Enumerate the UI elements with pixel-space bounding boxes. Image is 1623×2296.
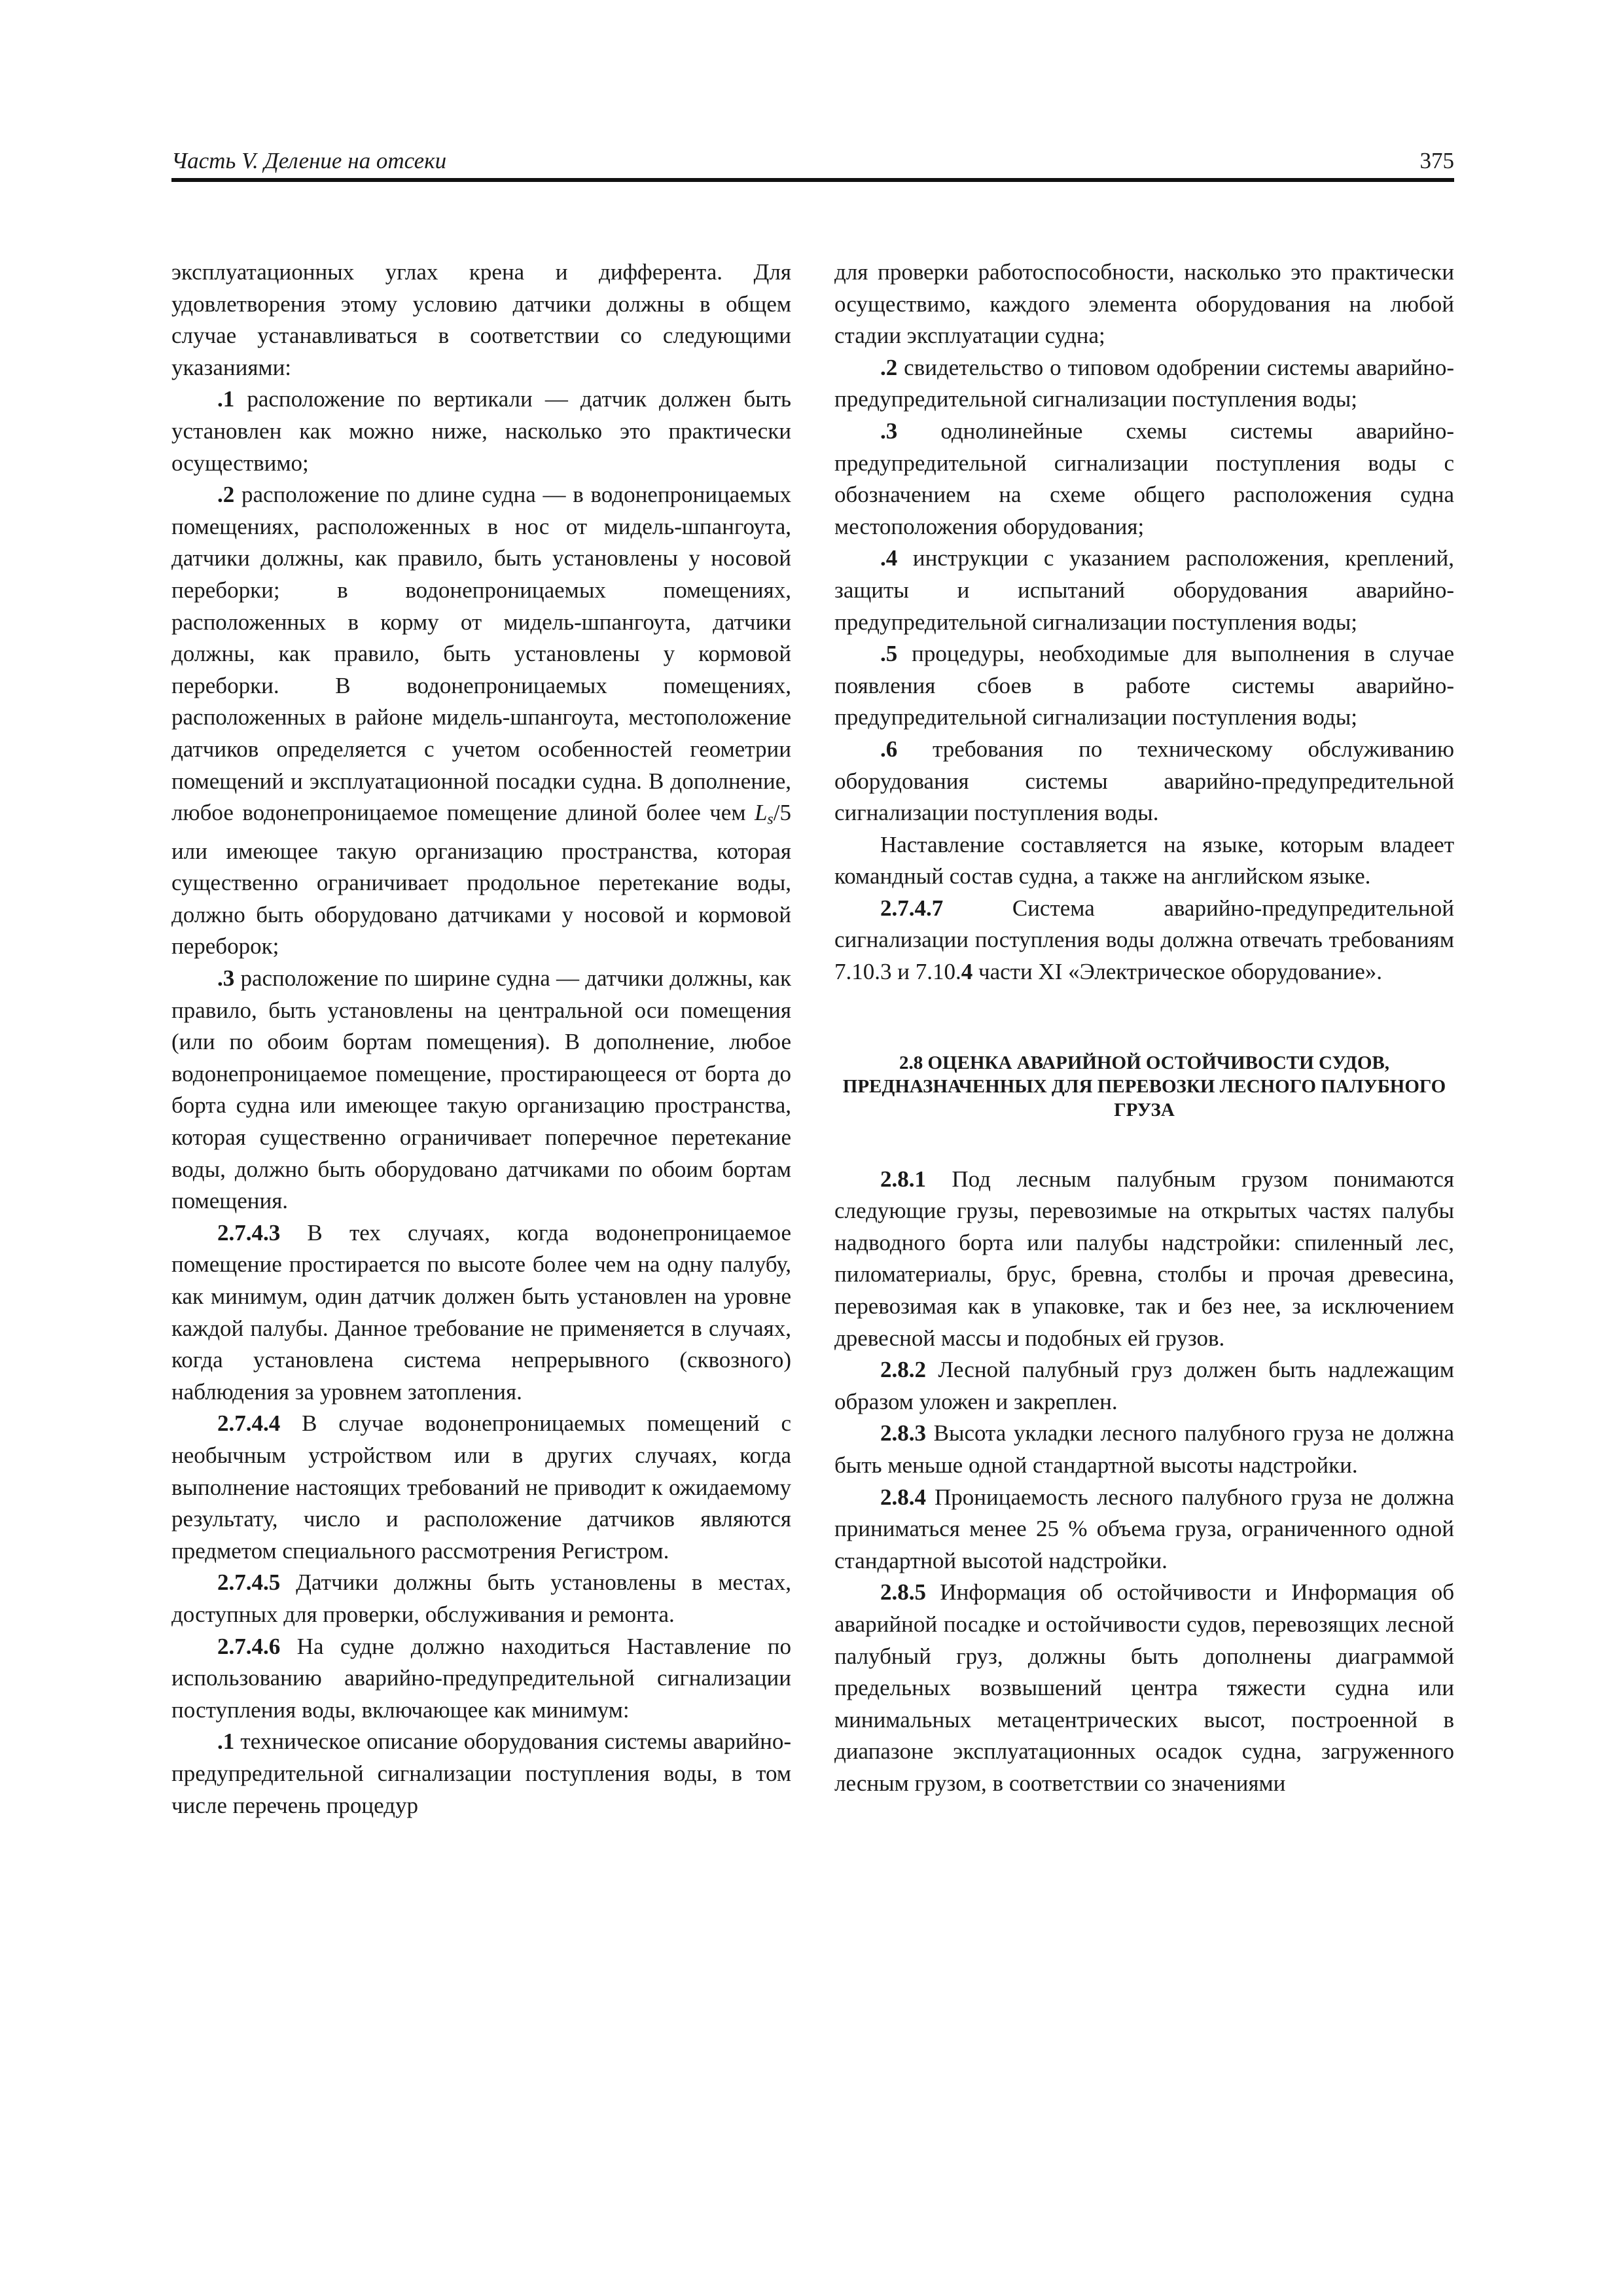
paragraph: 2.7.4.6 На судне должно находиться Наставление по использованию аварийно-предупредительной сигнализации поступления воды, включающее как минимум: <box>171 1633 791 1723</box>
paragraph: .2 свидетельство о типовом одобрении системы аварийно-предупредительной сигнализации поступления воды; <box>834 354 1454 412</box>
paragraph: .6 требования по техническому обслуживанию оборудования системы аварийно-предупредительной сигнализации поступления воды. <box>834 736 1454 826</box>
paragraph: эксплуатационных углах крена и дифферента. Для удовлетворения этому условию датчики должны в общем случае устанавливаться в соответствии со следующими указаниями: <box>171 259 791 380</box>
paragraph: 2.8.4 Проницаемость лесного палубного груза не должна приниматься менее 25 % объема груза, ограниченного одной стандартной высотой надстройки. <box>834 1484 1454 1573</box>
page-number: 375 <box>1419 148 1454 173</box>
paragraph: .2 расположение по длине судна — в водонепроницаемых помещениях, расположенных в нос от мидель-шпангоута, датчики должны, как правило, быть установлены у носовой переборки; в водонепроницаемых помещениях, расположенных в корму от мидель-шпангоута, датчики должны, как правило, быть установлены у кормовой переборки. В водонепроницаемых помещениях, расположенных в районе мидель-шпангоута, местоположение датчиков определяется с учетом особенностей геометрии помещений и эксплуатационной посадки судна. В дополнение, любое водонепроницаемое помещение длиной более чем $L_s/5$ или имеющее такую организацию пространства, которая существенно ограничивает продольное перетекание воды, должно быть оборудовано датчиками у носовой и кормовой переборок; <box>171 482 791 960</box>
paragraph: .1 техническое описание оборудования системы аварийно-предупредительной сигнализации поступления воды, в том числе перечень процедур <box>171 1729 791 1818</box>
right-column <box>834 257 1454 1800</box>
paragraph: 2.7.4.4 В случае водонепроницаемых помещений с необычным устройством или в других случаях, когда выполнение настоящих требований не приводит к ожидаемому результату, число и расположение датчиков являются предметом специального рассмотрения Регистром. <box>171 1410 791 1564</box>
header-rule <box>171 178 1454 182</box>
running-title: Часть V. Деление на отсеки <box>171 148 447 173</box>
paragraph: 2.7.4.7 Система аварийно-предупредительной сигнализации поступления воды должна отвечать требованиям 7.10.3 и 7.10.4 части XI «Электрическое оборудование». <box>834 895 1454 985</box>
section-heading: 2.8 ОЦЕНКА АВАРИЙНОЙ ОСТОЙЧИВОСТИ СУДОВ, ПРЕДНАЗНАЧЕННЫХ ДЛЯ ПЕРЕВОЗКИ ЛЕСНОГО ПАЛУБНОГО ГРУЗА <box>842 1052 1446 1121</box>
paragraph: 2.7.4.3 В тех случаях, когда водонепроницаемое помещение простирается по высоте более чем на одну палубу, как минимум, один датчик должен быть установлен на уровне каждой палубы. Данное требование не применяется в случаях, когда установлена система непрерывного (сквозного) наблюдения за уровнем затопления. <box>171 1219 791 1405</box>
left-column <box>171 257 791 1821</box>
paragraph: .5 процедуры, необходимые для выполнения в случае появления сбоев в работе системы аварийно-предупредительной сигнализации поступления воды; <box>834 641 1454 730</box>
paragraph: 2.8.3 Высота укладки лесного палубного груза не должна быть меньше одной стандартной высоты надстройки. <box>834 1420 1454 1478</box>
paragraph: .3 однолинейные схемы системы аварийно-предупредительной сигнализации поступления воды с обозначением на схеме общего расположения судна местоположения оборудования; <box>834 418 1454 539</box>
paragraph: 2.8.1 Под лесным палубным грузом понимаются следующие грузы, перевозимые на открытых частях палубы надводного борта или палубы надстройки: спиленный лес, пиломатериалы, брус, бревна, столбы и прочая древесина, перевозимая как в упаковке, так и без нее, за исключением древесной массы и подобных ей грузов. <box>834 1166 1454 1351</box>
paragraph: .4 инструкции с указанием расположения, креплений, защиты и испытаний оборудования аварийно-предупредительной сигнализации поступления воды; <box>834 545 1454 635</box>
page-header <box>171 141 1454 181</box>
paragraph: .1 расположение по вертикали — датчик должен быть установлен как можно ниже, насколько это практически осуществимо; <box>171 386 791 476</box>
paragraph: Наставление составляется на языке, которым владеет командный состав судна, а также на английском языке. <box>834 831 1454 889</box>
paragraph: 2.8.2 Лесной палубный груз должен быть надлежащим образом уложен и закреплен. <box>834 1357 1454 1414</box>
paragraph: .3 расположение по ширине судна — датчики должны, как правило, быть установлены на центральной оси помещения (или по обоим бортам помещения). В дополнение, любое водонепроницаемое помещение, простирающееся от борта до борта судна или имеющее такую организацию пространства, которая существенно ограничивает поперечное перетекание воды, должно быть оборудовано датчиками по обоим бортам помещения. <box>171 965 791 1214</box>
paragraph: для проверки работоспособности, насколько это практически осуществимо, каждого элемента оборудования на любой стадии эксплуатации судна; <box>834 259 1454 349</box>
paragraph: 2.7.4.5 Датчики должны быть установлены в местах, доступных для проверки, обслуживания и ремонта. <box>171 1570 791 1627</box>
paragraph: 2.8.5 Информация об остойчивости и Информация об аварийной посадке и остойчивости судов, перевозящих лесной палубный груз, должны быть дополнены диаграммой предельных возвышений центра тяжести судна или минимальных метацентрических высот, построенной в диапазоне эксплуатационных осадок судна, загруженного лесным грузом, в соответствии со значениями <box>834 1579 1454 1796</box>
